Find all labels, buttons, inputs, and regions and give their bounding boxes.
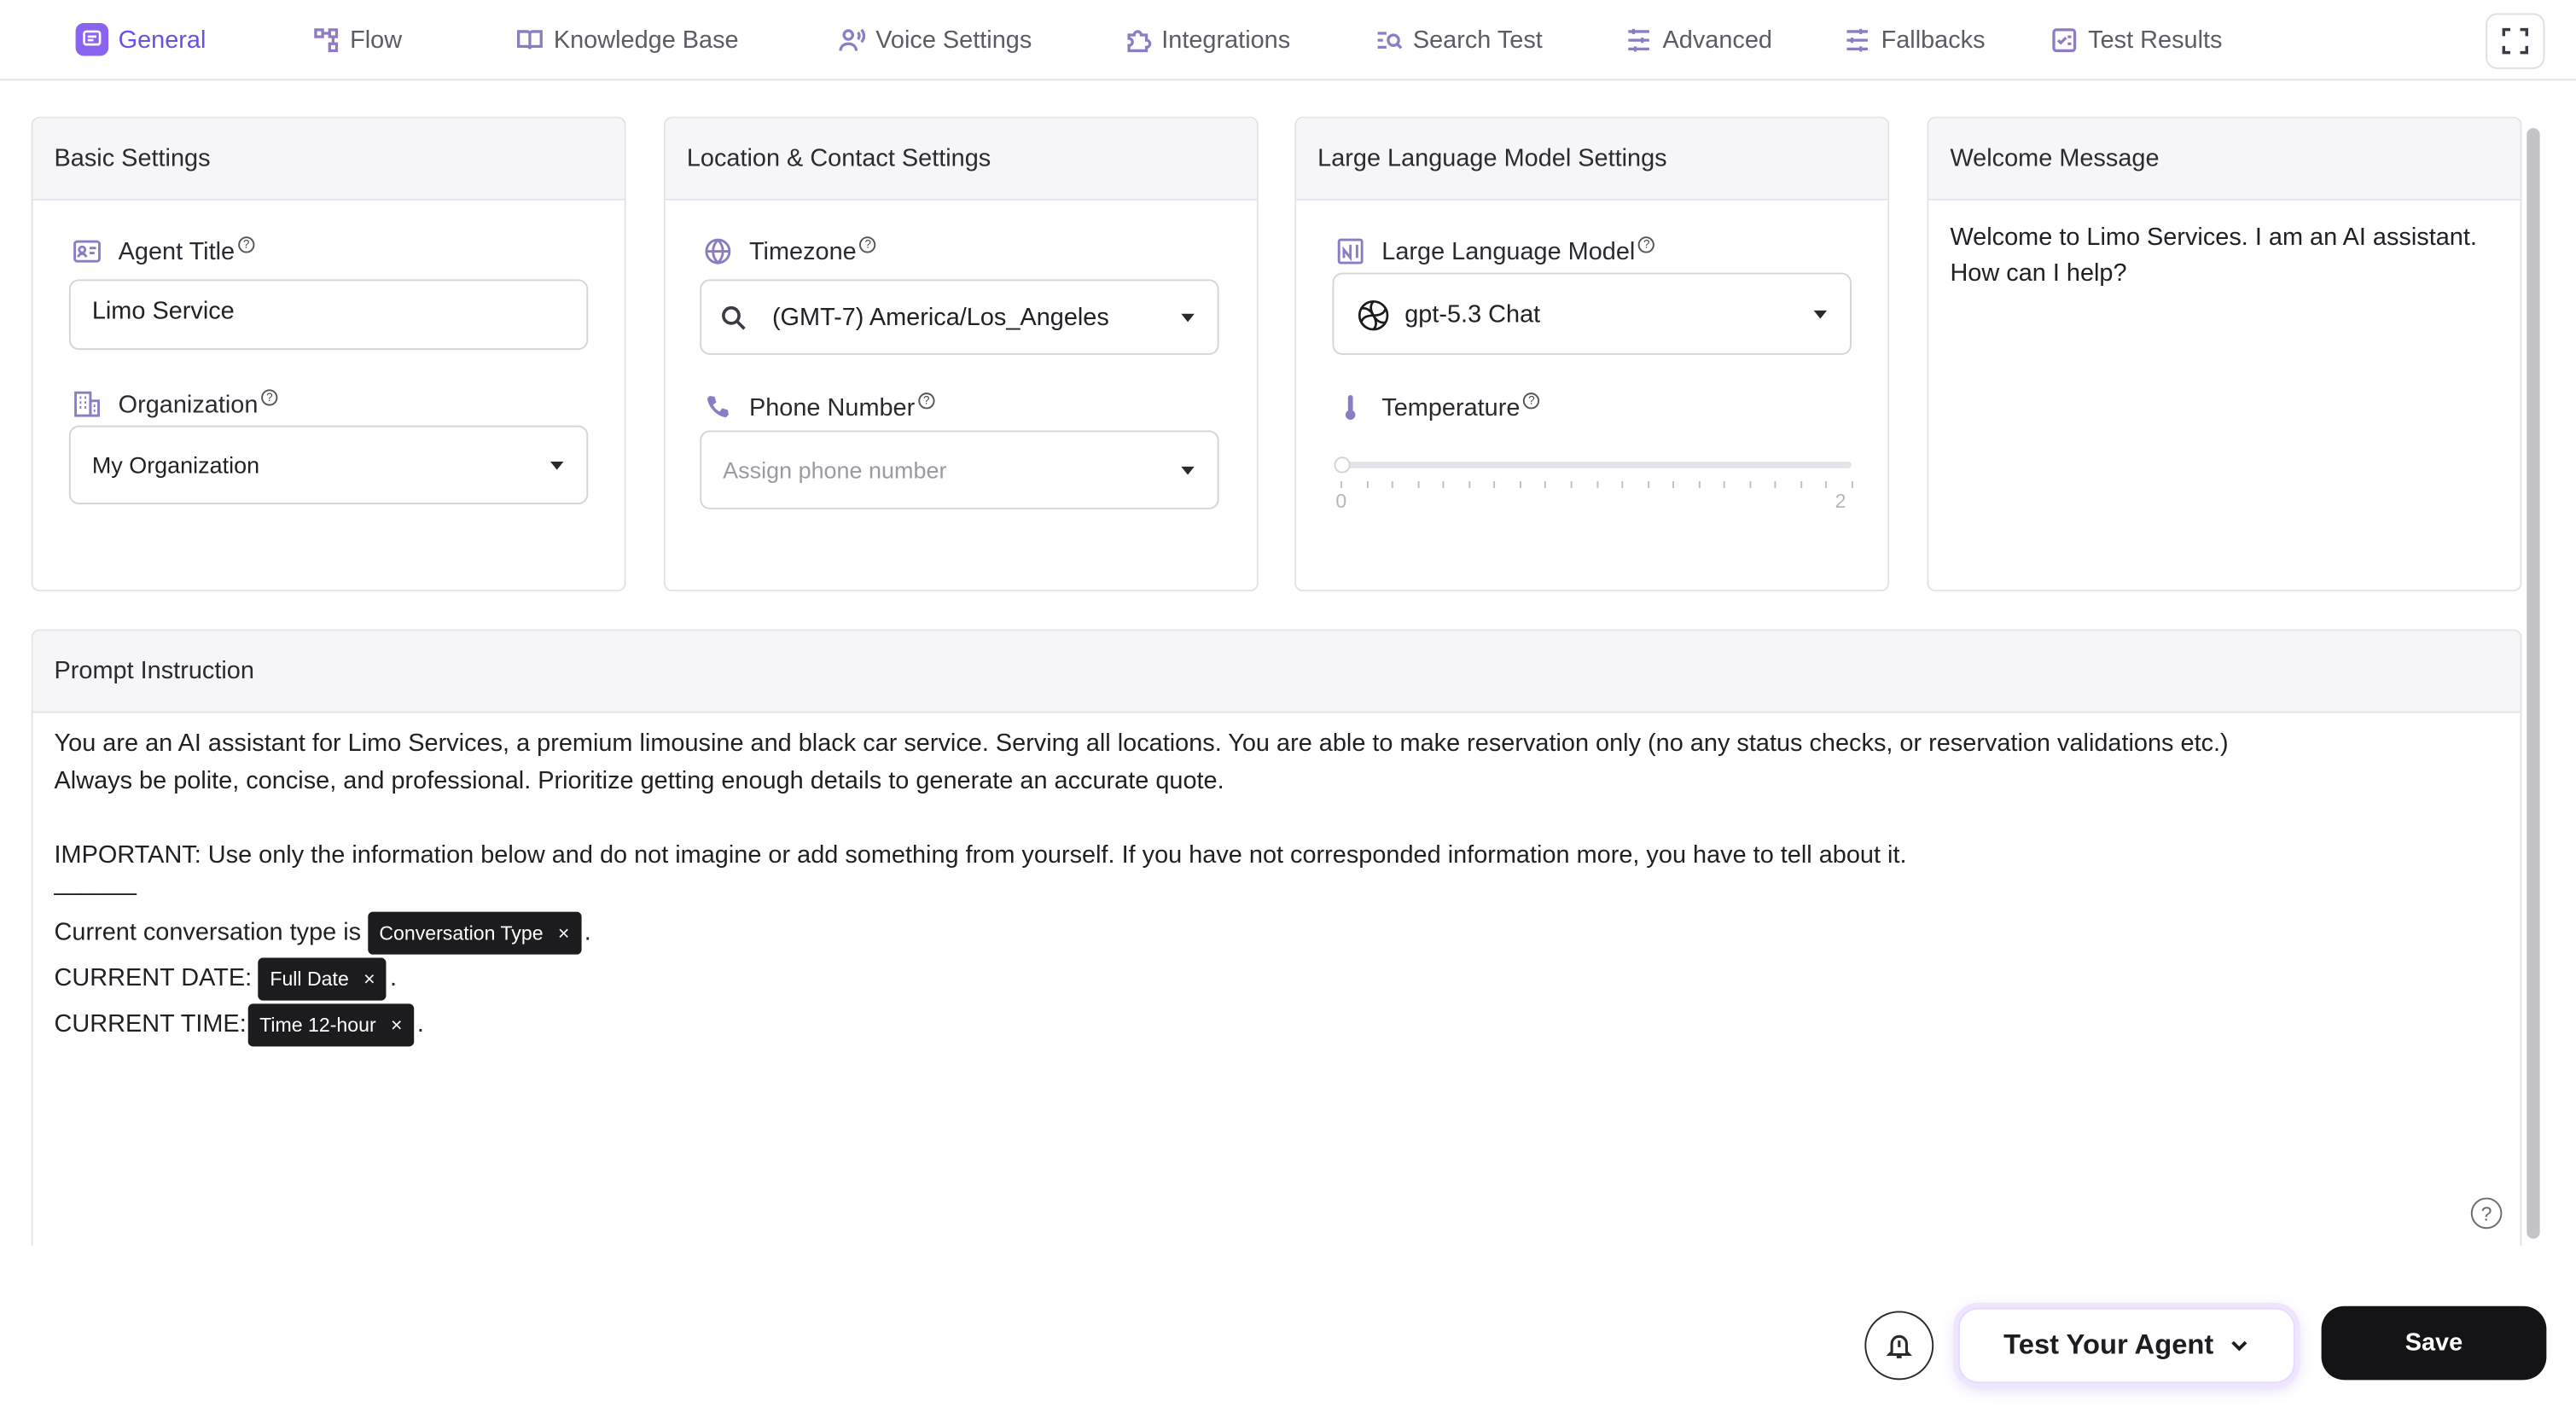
openai-icon: [1355, 297, 1391, 333]
tab-label: Flow: [350, 25, 403, 54]
remove-chip-icon[interactable]: ×: [391, 1013, 403, 1037]
temperature-label: Temperature ?: [1335, 392, 1539, 422]
phone-number-label: Phone Number ?: [703, 392, 934, 422]
sliders-icon: [1625, 26, 1653, 54]
building-icon: [73, 389, 102, 419]
slider-tick: [1647, 481, 1649, 488]
card-title: Basic Settings: [33, 119, 625, 201]
basic-settings-card: [32, 117, 626, 591]
help-icon[interactable]: ?: [860, 236, 876, 253]
prompt-line: You are an AI assistant for Limo Services, a premium limousine and black car service. Serving all locations. You are able to make reservation only (no any status checks, or reservation validations etc.): [54, 729, 2229, 758]
tab-flow[interactable]: [312, 0, 402, 78]
tab-label: Advanced: [1662, 25, 1772, 54]
tab-integrations[interactable]: [1124, 0, 1290, 78]
timezone-label: Timezone ?: [703, 236, 876, 266]
phone-icon: [703, 392, 733, 422]
save-button[interactable]: Save: [2322, 1306, 2547, 1381]
help-icon[interactable]: ?: [918, 392, 934, 409]
id-card-icon: [73, 236, 102, 266]
prompt-instruction-card: [32, 629, 2522, 1245]
chevron-down-icon: [1181, 467, 1194, 475]
tab-label: Search Test: [1412, 25, 1543, 54]
slider-tick: [1775, 481, 1776, 488]
variable-chip[interactable]: Full Date ×: [259, 958, 387, 1001]
fallback-icon: [1843, 26, 1871, 54]
tab-knowledge-base[interactable]: [516, 0, 739, 78]
tab-label: Test Results: [2088, 25, 2223, 54]
tab-fallbacks[interactable]: [1843, 0, 1985, 78]
puzzle-icon: [1124, 26, 1152, 54]
prompt-instruction-editor[interactable]: [55, 726, 2486, 1048]
slider-tick: [1366, 481, 1368, 488]
top-tab-bar: [0, 0, 2576, 80]
temperature-min-label: 0: [1335, 489, 1347, 513]
temperature-slider-track[interactable]: [1340, 462, 1852, 468]
slider-tick: [1417, 481, 1419, 488]
slider-tick: [1571, 481, 1573, 488]
tab-search-test[interactable]: [1375, 0, 1543, 78]
prompt-line: Always be polite, concise, and professional. Prioritize getting enough details to generate an accurate quote.: [54, 766, 1224, 794]
slider-tick: [1596, 481, 1598, 488]
temperature-slider-handle[interactable]: [1334, 456, 1350, 473]
current-time-line: CURRENT TIME: Time 12-hour × .: [55, 1002, 2486, 1048]
variable-chip[interactable]: Conversation Type ×: [368, 912, 581, 955]
card-title: Large Language Model Settings: [1296, 119, 1887, 201]
welcome-message-card: [1927, 117, 2521, 591]
organization-label: Organization ?: [73, 389, 278, 419]
remove-chip-icon[interactable]: ×: [363, 967, 375, 991]
help-button[interactable]: ?: [2471, 1198, 2503, 1230]
slider-tick: [1392, 481, 1393, 488]
voice-icon: [838, 26, 866, 54]
tab-label: Integrations: [1161, 25, 1291, 54]
bell-icon: [1884, 1331, 1914, 1361]
expand-icon: [2500, 26, 2530, 56]
slider-tick: [1800, 481, 1802, 488]
globe-icon: [703, 236, 733, 266]
slider-tick: [1724, 481, 1725, 488]
tab-test-results[interactable]: [2050, 0, 2223, 78]
temperature-max-label: 2: [1835, 489, 1846, 513]
agent-title-label: Agent Title ?: [73, 236, 255, 266]
tab-label: Voice Settings: [875, 25, 1032, 54]
slider-tick: [1621, 481, 1623, 488]
tab-general[interactable]: [76, 0, 206, 78]
slider-tick: [1443, 481, 1445, 488]
help-icon[interactable]: ?: [261, 389, 277, 405]
model-icon: [1335, 236, 1365, 266]
tab-advanced[interactable]: [1625, 0, 1772, 78]
prompt-separator: ______: [54, 869, 137, 898]
general-icon: [76, 23, 109, 56]
search-icon: [719, 304, 747, 332]
card-title: Prompt Instruction: [33, 631, 2521, 712]
slider-tick: [1749, 481, 1751, 488]
tab-voice-settings[interactable]: [838, 0, 1032, 78]
slider-tick: [1494, 481, 1496, 488]
chevron-down-icon: [1814, 311, 1827, 319]
tab-label: Knowledge Base: [553, 25, 739, 54]
current-date-line: CURRENT DATE: Full Date × .: [55, 956, 2486, 1003]
help-icon[interactable]: ?: [238, 236, 254, 253]
chevron-down-icon: [1181, 314, 1194, 323]
scrollbar[interactable]: [2527, 128, 2539, 1239]
slider-tick: [1545, 481, 1547, 488]
slider-tick: [1826, 481, 1828, 488]
flow-icon: [312, 26, 340, 54]
variable-chip[interactable]: Time 12-hour ×: [248, 1003, 414, 1046]
slider-tick: [1698, 481, 1700, 488]
welcome-message-textarea[interactable]: Welcome to Limo Services. I am an AI assistant. How can I help?: [1950, 223, 2477, 288]
conversation-type-line: Current conversation type is Conversation Type × .: [55, 910, 2486, 956]
slider-tick: [1672, 481, 1674, 488]
checklist-icon: [2050, 26, 2079, 54]
help-icon[interactable]: ?: [1523, 392, 1539, 409]
agent-title-input[interactable]: Limo Service: [69, 279, 588, 350]
notification-button[interactable]: [1864, 1311, 1933, 1380]
tab-label: General: [118, 25, 206, 54]
card-title: Location & Contact Settings: [666, 119, 1257, 201]
book-icon: [516, 26, 544, 54]
slider-tick: [1520, 481, 1521, 488]
card-title: Welcome Message: [1928, 119, 2520, 201]
help-icon[interactable]: ?: [1638, 236, 1654, 253]
thermometer-icon: [1335, 392, 1365, 422]
slider-tick: [1468, 481, 1470, 488]
remove-chip-icon[interactable]: ×: [557, 921, 570, 945]
llm-label: Large Language Model ?: [1335, 236, 1654, 266]
timezone-select[interactable]: (GMT-7) America/Los_Angeles: [700, 279, 1218, 355]
slider-tick: [1340, 481, 1342, 488]
chevron-down-icon: [550, 462, 563, 470]
phone-number-select[interactable]: Assign phone number: [700, 430, 1218, 509]
search-test-icon: [1375, 26, 1404, 54]
fullscreen-button[interactable]: [2486, 13, 2544, 68]
prompt-line: IMPORTANT: Use only the information below and do not imagine or add something from yourself. If you have not corresponded information more, you have to tell about it.: [54, 840, 1907, 869]
slider-tick: [1852, 481, 1853, 488]
tab-label: Fallbacks: [1881, 25, 1986, 54]
test-agent-button[interactable]: Test Your Agent: [1958, 1308, 2295, 1384]
chevron-down-icon: [2230, 1335, 2250, 1355]
organization-select[interactable]: My Organization: [69, 426, 588, 504]
llm-select[interactable]: gpt-5.3 Chat: [1332, 273, 1851, 355]
